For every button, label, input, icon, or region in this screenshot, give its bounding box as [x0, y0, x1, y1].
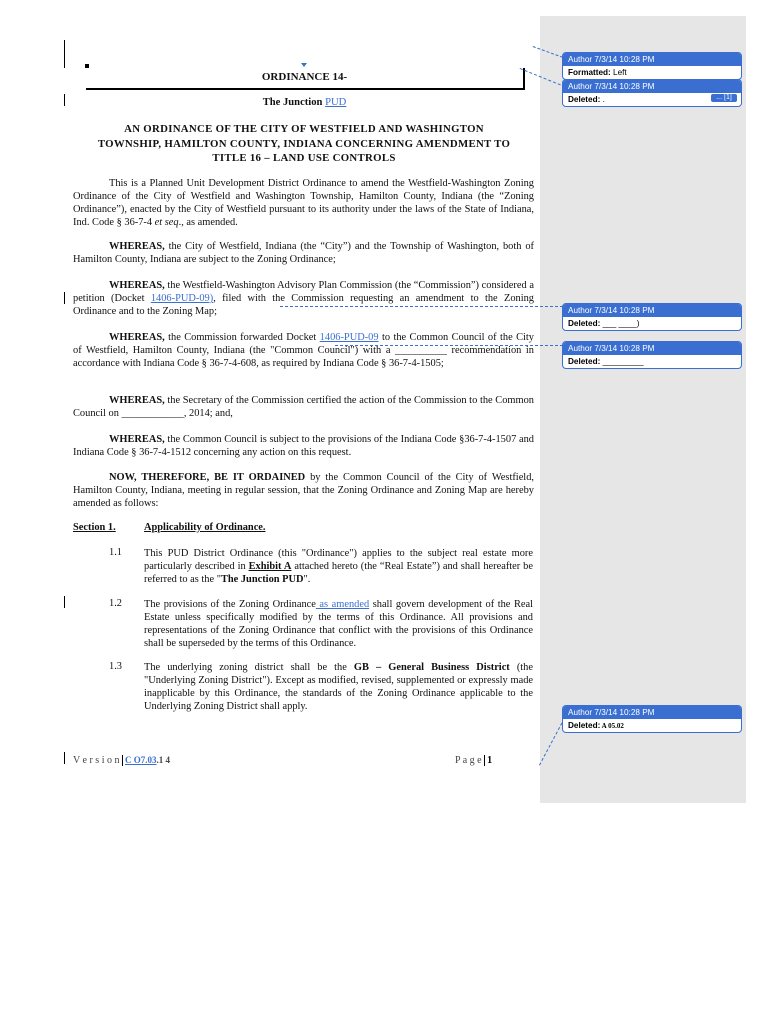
comment-balloon[interactable]	[562, 341, 742, 369]
expand-toggle-icon[interactable]: ... [1]	[711, 94, 737, 102]
whereas-paragraph-2: WHEREAS, the Westfield-Washington Advisory Plan Commission (the “Commission”) considered a petition (Docket 1406-PUD-09), filed with the Commission requesting an amendment to the Zoning Ordinance and to the Zoning Map;	[73, 280, 535, 317]
subtitle: The Junction PUD	[262, 97, 347, 108]
clause-number: 1.1	[109, 547, 122, 558]
comment-body: Deleted: _________	[568, 357, 644, 366]
comment-author: Author 7/3/14 10:28 PM	[563, 342, 741, 355]
ordinance-title: ORDINANCE 14-	[261, 71, 348, 83]
comment-balloon[interactable]	[562, 705, 742, 733]
clause-1-3: The underlying zoning district shall be the GB – General Business District (the "Underlying Zoning District"). Except as modified, revised, supplemented or expressly made inapplicable by this Ordinance, the standards of the Zoning Ordinance applicable to the Underlying Zoning District shall apply.	[144, 662, 533, 712]
insert-caret-icon	[301, 63, 307, 67]
comment-author: Author 7/3/14 10:28 PM	[563, 706, 741, 719]
comment-body: Deleted: ___ ____)	[568, 319, 640, 328]
whereas-paragraph-4: WHEREAS, the Secretary of the Commission certified the action of the Commission to the Common Council on ____________, 2014; and,	[73, 395, 534, 419]
footer-version: V e r s i o n C O7.03.1 4	[73, 755, 170, 766]
intro-paragraph: This is a Planned Unit Development District Ordinance to amend the Westfield-Washington Zoning Ordinance of the City of Westfield and Washington Township, Hamilton County, Indiana (the “Zoning Ordinance”), enacted by the City of Westfield pursuant to its authority under the laws of the State of Indiana, Ind. Code § 36-7-4 et seq., as amended.	[73, 178, 534, 228]
comment-author: Author 7/3/14 10:28 PM	[563, 304, 741, 317]
comment-leader	[335, 345, 563, 346]
whereas-paragraph-5: WHEREAS, the Common Council is subject to the provisions of the Indiana Code §36-7-4-1507 and Indiana Code § 36-7-4-1512 concerning any action on this request.	[73, 434, 534, 458]
comment-author: Author 7/3/14 10:28 PM	[563, 53, 741, 66]
change-bar	[64, 94, 65, 106]
change-bar	[64, 40, 65, 68]
comment-author: Author 7/3/14 10:28 PM	[563, 80, 741, 93]
comment-balloon[interactable]	[562, 303, 742, 331]
comment-body: Formatted: Left	[568, 68, 627, 77]
comment-balloon[interactable]	[562, 52, 742, 80]
comment-leader	[280, 306, 563, 307]
clause-number: 1.3	[109, 661, 122, 672]
footer-page: P a g e 1	[455, 755, 493, 766]
change-bar	[64, 752, 65, 764]
whereas-paragraph-1: WHEREAS, the City of Westfield, Indiana (the “City”) and the Township of Washington, both of Hamilton County, Indiana are subject to the Zoning Ordinance;	[73, 241, 534, 265]
main-title: AN ORDINANCE OF THE CITY OF WESTFIELD AND WASHINGTON TOWNSHIP, HAMILTON COUNTY, INDIANA CONCERNING AMENDMENT TO TITLE 16 – LAND USE CONTROLS	[97, 123, 511, 164]
change-bar	[64, 292, 65, 304]
clause-1-2: The provisions of the Zoning Ordinance as amended shall govern development of the Real Estate unless specifically modified by the terms of this Ordinance. All provisions and representations of the Zoning Ordinance that conflict with the provisions of this Ordinance shall be superseded by the terms of this Ordinance.	[144, 599, 534, 649]
comment-body: Deleted: . ... [1]	[563, 93, 741, 106]
change-bar	[64, 596, 65, 608]
whereas-paragraph-3: WHEREAS, the Commission forwarded Docket 1406-PUD-09 to the Common Council of the City of Westfield, Hamilton County, Indiana (the "Common Council") with a __________ recommendation in accordance with Indiana Code § 36-7-4-608, as required by Indiana Code § 36-7-4-1505;	[73, 332, 534, 369]
comment-body: Deleted: A 05.02	[568, 721, 624, 730]
clause-number: 1.2	[109, 598, 122, 609]
docket-link: 1406-PUD-09)	[150, 293, 214, 304]
ordained-paragraph: NOW, THEREFORE, BE IT ORDAINED by the Common Council of the City of Westfield, Hamilton County, Indiana, meeting in regular session, that the Zoning Ordinance and Zoning Map are hereby amended as follows:	[73, 472, 534, 509]
comment-balloon[interactable]	[562, 79, 742, 107]
docket-link: 1406-PUD-09	[319, 332, 379, 343]
section-title: Applicability of Ordinance.	[144, 522, 266, 533]
clause-1-1: This PUD District Ordinance (this "Ordinance") applies to the subject real estate more particularly described in Exhibit A attached hereto (the “Real Estate”) and shall hereafter be referred to as the "The Junction PUD".	[144, 548, 533, 585]
section-number: Section 1.	[73, 522, 116, 533]
markup-pane	[540, 16, 746, 803]
